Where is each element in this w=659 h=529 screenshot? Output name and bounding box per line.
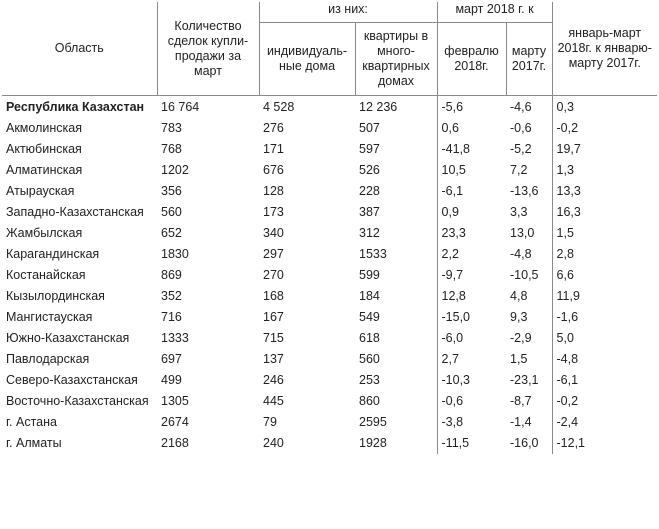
table-row (2, 202, 657, 223)
cell-total: 1202 (161, 163, 189, 177)
header-janmar: январь-март 2018г. к январю-марту 2017г. (552, 2, 657, 96)
header-individual: индивидуаль-ные дома (259, 23, 355, 96)
cell-feb: -0,6 (441, 394, 464, 408)
cell-janmar: 0,3 (556, 100, 574, 114)
cell-feb: -15,0 (441, 310, 471, 324)
cell-total: 16 764 (161, 100, 200, 114)
cell-march: 13,0 (506, 223, 552, 244)
cell-feb: -6,1 (441, 184, 464, 198)
table-row (2, 160, 657, 181)
cell-total: 560 (161, 205, 182, 219)
cell-feb: 12,8 (441, 289, 466, 303)
cell-individual: 167 (263, 310, 284, 324)
cell-feb: -3,8 (441, 415, 464, 429)
table-row (2, 307, 657, 328)
data-table (2, 2, 657, 454)
cell-march: -1,4 (506, 412, 552, 433)
cell-apartments: 1928 (355, 433, 437, 454)
cell-apartments: 860 (355, 391, 437, 412)
cell-march: -8,7 (506, 391, 552, 412)
cell-total: 1305 (161, 394, 189, 408)
cell-feb: -9,7 (441, 268, 464, 282)
cell-janmar: 13,3 (556, 184, 581, 198)
cell-apartments: 549 (355, 307, 437, 328)
header-of-them: из них: (259, 2, 437, 23)
cell-individual: 128 (263, 184, 284, 198)
cell-janmar: 1,3 (556, 163, 574, 177)
cell-region: г. Алматы (6, 436, 62, 450)
cell-region: Мангистауская (6, 310, 93, 324)
cell-apartments: 387 (355, 202, 437, 223)
table-row (2, 349, 657, 370)
cell-feb: 2,2 (441, 247, 459, 261)
cell-janmar: 2,8 (556, 247, 574, 261)
cell-march: -5,2 (506, 139, 552, 160)
cell-march: -23,1 (506, 370, 552, 391)
cell-total: 2674 (161, 415, 189, 429)
cell-march: 4,8 (506, 286, 552, 307)
table-row (2, 223, 657, 244)
cell-feb: 23,3 (441, 226, 466, 240)
table-row (2, 265, 657, 286)
cell-individual: 168 (263, 289, 284, 303)
table-row (2, 412, 657, 433)
cell-feb: -5,6 (441, 100, 464, 114)
cell-apartments: 228 (355, 181, 437, 202)
cell-total: 1333 (161, 331, 189, 345)
cell-apartments: 560 (355, 349, 437, 370)
table-row (2, 118, 657, 139)
cell-janmar: -6,1 (556, 373, 579, 387)
table-row (2, 391, 657, 412)
cell-individual: 340 (263, 226, 284, 240)
cell-individual: 676 (263, 163, 284, 177)
cell-apartments: 2595 (355, 412, 437, 433)
table-row (2, 244, 657, 265)
cell-apartments: 312 (355, 223, 437, 244)
cell-janmar: -1,6 (556, 310, 579, 324)
cell-individual: 171 (263, 142, 284, 156)
cell-region: Алматинская (6, 163, 83, 177)
cell-march: -4,6 (506, 96, 552, 119)
cell-region: Атырауская (6, 184, 75, 198)
cell-march: 9,3 (506, 307, 552, 328)
cell-individual: 276 (263, 121, 284, 135)
cell-total: 768 (161, 142, 182, 156)
cell-apartments: 1533 (355, 244, 437, 265)
table-row (2, 433, 657, 454)
table-row (2, 181, 657, 202)
header-feb: февралю 2018г. (437, 23, 506, 96)
header-march-group: март 2018 г. к (437, 2, 552, 23)
cell-apartments: 507 (355, 118, 437, 139)
cell-janmar: 5,0 (556, 331, 574, 345)
cell-feb: 2,7 (441, 352, 459, 366)
cell-total: 869 (161, 268, 182, 282)
table-row (2, 139, 657, 160)
cell-janmar: 19,7 (556, 142, 581, 156)
cell-total: 2168 (161, 436, 189, 450)
cell-march: -4,8 (506, 244, 552, 265)
cell-total: 352 (161, 289, 182, 303)
cell-march: -2,9 (506, 328, 552, 349)
cell-apartments: 12 236 (355, 96, 437, 119)
cell-region: Карагандинская (6, 247, 100, 261)
cell-individual: 270 (263, 268, 284, 282)
cell-total: 716 (161, 310, 182, 324)
cell-individual: 445 (263, 394, 284, 408)
cell-janmar: -0,2 (556, 394, 579, 408)
cell-region: Павлодарская (6, 352, 90, 366)
cell-individual: 246 (263, 373, 284, 387)
cell-feb: -41,8 (441, 142, 471, 156)
cell-march: 3,3 (506, 202, 552, 223)
cell-total: 1830 (161, 247, 189, 261)
cell-region: Восточно-Казахстанская (6, 394, 149, 408)
cell-individual: 137 (263, 352, 284, 366)
cell-total: 783 (161, 121, 182, 135)
table-row (2, 370, 657, 391)
cell-individual: 297 (263, 247, 284, 261)
table-row (2, 328, 657, 349)
cell-apartments: 526 (355, 160, 437, 181)
cell-march: -13,6 (506, 181, 552, 202)
cell-march: 7,2 (506, 160, 552, 181)
header-apartments: квартиры в много-квартирных домах (355, 23, 437, 96)
cell-apartments: 597 (355, 139, 437, 160)
table-row (2, 96, 657, 119)
cell-region: г. Астана (6, 415, 57, 429)
cell-march: -0,6 (506, 118, 552, 139)
cell-total: 697 (161, 352, 182, 366)
cell-march: 1,5 (506, 349, 552, 370)
cell-region: Актюбинская (6, 142, 82, 156)
cell-region: Северо-Казахстанская (6, 373, 138, 387)
cell-individual: 79 (263, 415, 277, 429)
cell-region: Жамбылская (6, 226, 83, 240)
header-total: Количество сделок купли-продажи за март (157, 2, 259, 96)
cell-individual: 240 (263, 436, 284, 450)
cell-region: Акмолинская (6, 121, 82, 135)
cell-feb: -10,3 (441, 373, 471, 387)
cell-region: Кызылординская (6, 289, 105, 303)
cell-region: Республика Казахстан (6, 100, 145, 114)
cell-apartments: 618 (355, 328, 437, 349)
cell-feb: 10,5 (441, 163, 466, 177)
cell-march: -16,0 (506, 433, 552, 454)
cell-region: Западно-Казахстанская (6, 205, 144, 219)
cell-janmar: -2,4 (556, 415, 579, 429)
cell-total: 499 (161, 373, 182, 387)
cell-feb: -11,5 (441, 436, 470, 450)
cell-janmar: 16,3 (556, 205, 581, 219)
cell-region: Костанайская (6, 268, 86, 282)
cell-individual: 715 (263, 331, 284, 345)
cell-region: Южно-Казахстанская (6, 331, 130, 345)
cell-individual: 173 (263, 205, 284, 219)
cell-feb: 0,6 (441, 121, 459, 135)
cell-total: 652 (161, 226, 182, 240)
cell-feb: -6,0 (441, 331, 464, 345)
cell-apartments: 599 (355, 265, 437, 286)
cell-janmar: 6,6 (556, 268, 574, 282)
header-march: марту 2017г. (506, 23, 552, 96)
table-row (2, 286, 657, 307)
cell-individual: 4 528 (263, 100, 295, 114)
cell-feb: 0,9 (441, 205, 459, 219)
cell-janmar: 11,9 (556, 289, 580, 303)
cell-janmar: -4,8 (556, 352, 579, 366)
cell-janmar: -0,2 (556, 121, 579, 135)
cell-apartments: 184 (355, 286, 437, 307)
cell-total: 356 (161, 184, 182, 198)
cell-apartments: 253 (355, 370, 437, 391)
header-region: Область (2, 2, 157, 96)
cell-march: -10,5 (506, 265, 552, 286)
cell-janmar: 1,5 (556, 226, 574, 240)
cell-janmar: -12,1 (556, 436, 586, 450)
